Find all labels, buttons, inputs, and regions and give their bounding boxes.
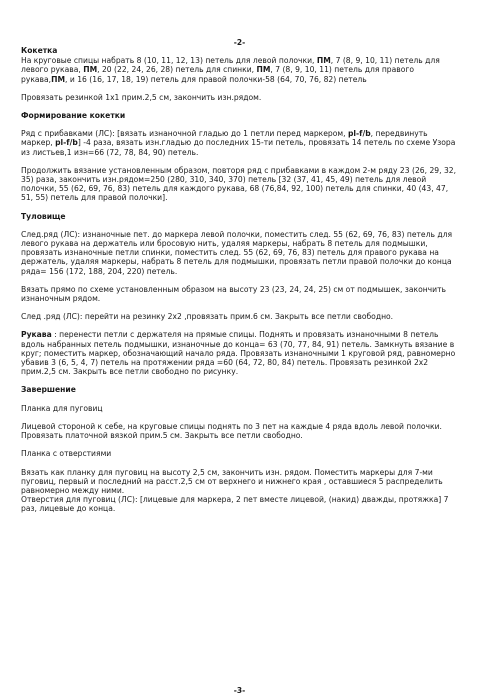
sleeves-paragraph: [21, 330, 459, 376]
text-run: , 7 (8, 9, 10, 11) петель для левого рукава,: [21, 56, 440, 75]
marker-abbr: ПМ: [316, 56, 331, 66]
buttonholes-paragraph: Отверстия для пуговиц (ЛС): [лицевые для маркера, 2 пет вместе лицевой, (накид) дважды, протяжка] 7 раз, лицевые до конца.: [21, 495, 449, 514]
text-run: ] -4 раза, вязать изн.гладью до последних 15-ти петель, провязать 14 петель по схеме Узора из листьев,1 изн=66 (72, 78, 84, 90) петель.: [21, 138, 456, 157]
body-straight-paragraph: Вязать прямо по схеме установленным образом на высоту 23 (23, 24, 24, 25) см от подмышек, закончить изнаночным рядом.: [21, 284, 446, 304]
text-run: , передвинуть маркер,: [21, 129, 428, 148]
kokietka-rib-paragraph: Провязать резинкой 1х1 прим.2,5 см, закончить изн.рядом.: [21, 92, 262, 102]
section-title-body: Туловище: [21, 211, 66, 221]
document-body: [21, 46, 459, 514]
button-band-paragraph: Лицевой стороной к себе, на круговые спицы поднять по 3 пет на каждые 4 ряда вдоль левой полочки. Провязать платочной вязкой прим.5 см. Закрыть все петли свободно.: [21, 421, 442, 441]
section-title-kokietka: Кокетка: [21, 46, 58, 55]
formation-increase-row-paragraph: [21, 129, 459, 157]
text-run: На круговые спицы набрать 8 (10, 11, 12, 13) петель для левой полочки,: [21, 56, 317, 66]
text-run: Ряд с прибавками (ЛС): [вязать изнаночной гладью до 1 петли перед маркером,: [21, 129, 348, 139]
marker-abbr: ПМ: [51, 74, 66, 84]
text-run: , 20 (22, 24, 26, 28) петель для спинки,: [97, 65, 257, 75]
subsection-title-button-band: Планка для пуговиц: [21, 403, 103, 413]
body-next-row-paragraph: След.ряд (ЛС): изнаночные пет. до маркера левой полочки, поместить след. 55 (62, 69, 76, 83) петель для левого рукава на держатель или бросовую нить, удаляя маркеры, набрать 8 петель для подмышки, провязать изнаночные петли спинки, поместить след. 55 (62, 69, 76, 83) петель для правого рукава на держатель, удаляя маркеры, набрать 8 петель для подмышки, провязать петли правой полочки до конца ряда= 156 (172, 188, 204, 220) петель.: [21, 229, 453, 276]
section-title-sleeves: Рукава: [21, 330, 52, 340]
text-run: , 7 (8, 9, 10, 11) петель для правого рукава,: [21, 65, 415, 84]
page-number-top: -2-: [233, 38, 246, 47]
formation-continue-paragraph: Продолжить вязание установленным образом, повторя ряд с прибавками в каждом 2-м ряду 23 (26, 29, 32, 35) раза, закончить изн.рядом=250 (280, 310, 340, 370) петель [32 (37, 41, 45, 49) петель для левой полочки, 55 (62, 69, 76, 83) петель для каждого рукава, 68 (76,84, 92, 100) петель для спинки, 40 (43, 47, 51, 55) петель для правой полочки].: [21, 165, 457, 203]
subsection-title-buttonhole-band: Планка с отверстиями: [21, 449, 112, 459]
section-title-finish: Завершение: [21, 385, 76, 395]
buttonhole-band-paragraph: Вязать как планку для пуговиц на высоту 2,5 см, закончить изн. рядом. Поместить маркеры для 7-ми пуговиц, первый и последний на расст.2,5 см от верхнего и нижнего края , оставшиеся 5 распределить равномерно между ними.: [21, 467, 443, 495]
page-number-bottom: -3-: [233, 686, 246, 695]
text-run: , и 16 (16, 17, 18, 19) петель для правой полочки-58 (64, 70, 76, 82) петель: [65, 74, 367, 84]
marker-abbr: ПМ: [83, 65, 98, 75]
marker-abbr: ПМ: [256, 65, 271, 75]
increase-abbr: pl-f/b: [55, 138, 78, 148]
increase-abbr: pl-f/b: [347, 129, 371, 139]
text-run: : перенести петли с держателя на прямые спицы. Поднять и провязать изнаночными 8 петель вдоль набранных петель подмышки, изнаночные до конца= 63 (70, 77, 84, 91) петель. Замкнуть вязание в круг; поместить маркер, обозначающий начало ряда. Провязать изнаночными 1 круговой ряд, равномерно убавив 3 (6, 5, 4, 7) петель на протяжении ряда =60 (64, 72, 80, 84) петель. Провязать резинкой 2х2 прим.2,5 см. Закрыть все петли свободно по рисунку.: [21, 330, 456, 377]
kokietka-cast-on-paragraph: [21, 56, 459, 84]
section-title-formation: Формирование кокетки: [21, 111, 126, 121]
body-rib-paragraph: След .ряд (ЛС): перейти на резинку 2х2 ,провязать прим.6 см. Закрыть все петли свободно.: [21, 312, 394, 322]
